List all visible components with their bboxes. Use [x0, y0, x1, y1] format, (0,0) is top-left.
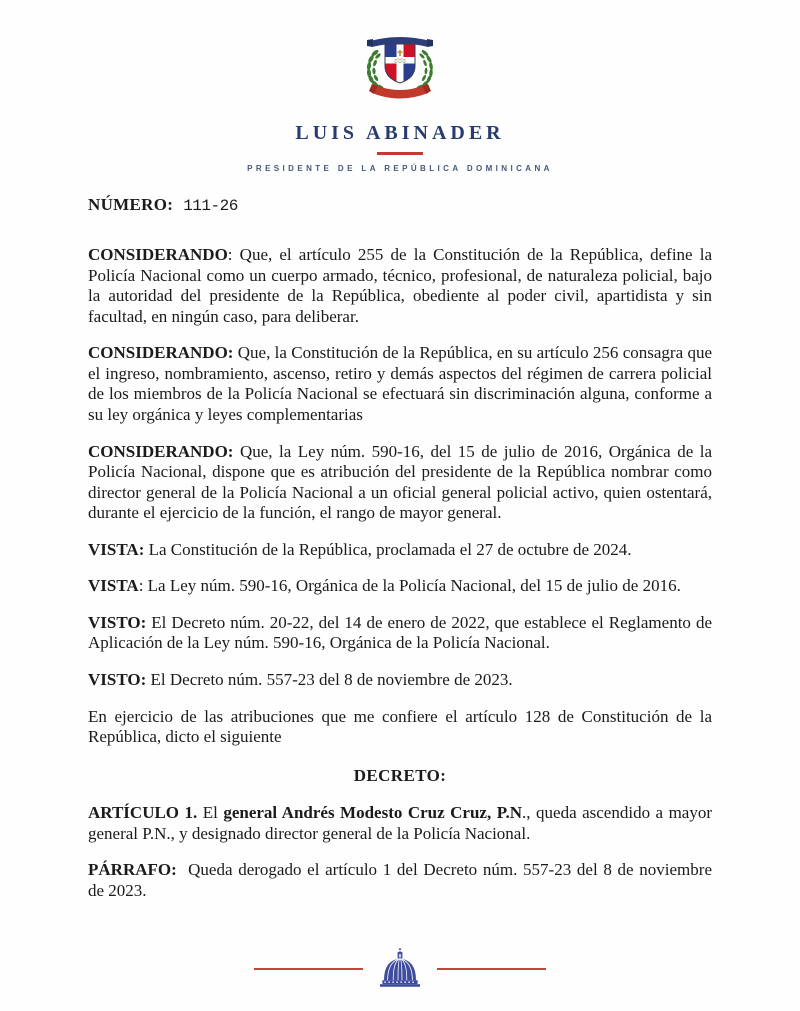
paragraph-text: En ejercicio de las atribuciones que me confiere el artículo 128 de Constitución de la República, dicto el siguiente [88, 706, 712, 747]
dominican-coat-of-arms-icon [350, 28, 450, 108]
paragraph-articulo-1 [88, 803, 712, 844]
paragraph-label: VISTA [88, 576, 139, 596]
decree-number-value: 111-26 [183, 197, 238, 215]
footer-left-rule [254, 968, 363, 970]
article-text: El [197, 803, 224, 823]
paragraph-considerando-2 [88, 343, 712, 425]
paragraph-parrafo [88, 860, 712, 901]
national-palace-dome-icon [376, 945, 424, 993]
paragraph-text: Que, la Constitución de la República, en su artículo 256 consagra que el ingreso, nombramiento, ascenso, retiro y demás aspectos del régimen de carrera policial de los miembros de la Policía Nacional se efectuará sin discriminación alguna, conforme a su ley orgánica y leyes complementarias [88, 343, 712, 424]
paragraph-label: VISTA: [88, 539, 145, 559]
paragraph-label: CONSIDERANDO: [88, 343, 234, 363]
paragraph-considerando-1 [88, 245, 712, 327]
paragraph-text: El Decreto núm. 20-22, del 14 de enero de 2022, que establece el Reglamento de Aplicación de la Ley núm. 590-16, Orgánica de la Policía Nacional. [88, 612, 712, 653]
paragraph-visto-1 [88, 613, 712, 654]
page-footer [0, 945, 800, 993]
paragraph-visto-2 [88, 670, 712, 691]
paragraph-text: La Constitución de la República, proclamada el 27 de octubre de 2024. [144, 539, 632, 559]
paragraph-vista-2 [88, 576, 712, 597]
paragraph-text: Queda derogado el artículo 1 del Decreto núm. 557-23 del 8 de noviembre de 2023. [88, 860, 712, 900]
paragraph-vista-1 [88, 540, 712, 561]
paragraph-text: Que, la Ley núm. 590-16, del 15 de julio de 2016, Orgánica de la Policía Nacional, dispone que es atribución del presidente de la República nombrar como director general de la Policía Nacional a un oficial general policial activo, quien ostentará, durante el ejercicio de la función, el rango de mayor general. [88, 441, 712, 523]
paragraph-label: PÁRRAFO: [88, 860, 177, 880]
decree-body [88, 245, 712, 902]
paragraph-considerando-3 [88, 442, 712, 524]
footer-right-rule [437, 968, 546, 970]
decree-number-row [88, 195, 712, 215]
article-appointee-name: general Andrés Modesto Cruz Cruz, P.N [223, 803, 523, 823]
president-name: LUIS ABINADER [295, 122, 505, 144]
paragraph-text: : Que, el artículo 255 de la Constitución de la República, define la Policía Nacional como un cuerpo armado, técnico, profesional, de naturaleza policial, bajo la autoridad del presidente de la República, obediente al poder civil, apartidista y sin facultad, en ningún caso, para deliberar. [88, 245, 712, 326]
letterhead-subtitle: PRESIDENTE DE LA REPÚBLICA DOMINICANA [247, 164, 553, 173]
decree-heading: DECRETO: [353, 765, 447, 785]
paragraph-label: VISTO: [88, 612, 147, 632]
paragraph-label: CONSIDERANDO: [88, 441, 234, 461]
paragraph-text: El Decreto núm. 557-23 del 8 de noviembre de 2023. [146, 670, 513, 689]
paragraph-label: CONSIDERANDO [88, 245, 228, 264]
paragraph-label: VISTO: [88, 670, 147, 689]
article-text: ., queda ascendido a mayor general P.N., y designado director general de la Policía Nacional. [88, 803, 712, 843]
red-rule [377, 152, 423, 155]
article-label: ARTÍCULO 1. [88, 803, 198, 823]
paragraph-preamble-close [88, 707, 712, 748]
decree-number-label: NÚMERO: [88, 195, 174, 214]
letterhead [88, 28, 712, 173]
paragraph-text: : La Ley núm. 590-16, Orgánica de la Policía Nacional, del 15 de julio de 2016. [138, 576, 681, 596]
